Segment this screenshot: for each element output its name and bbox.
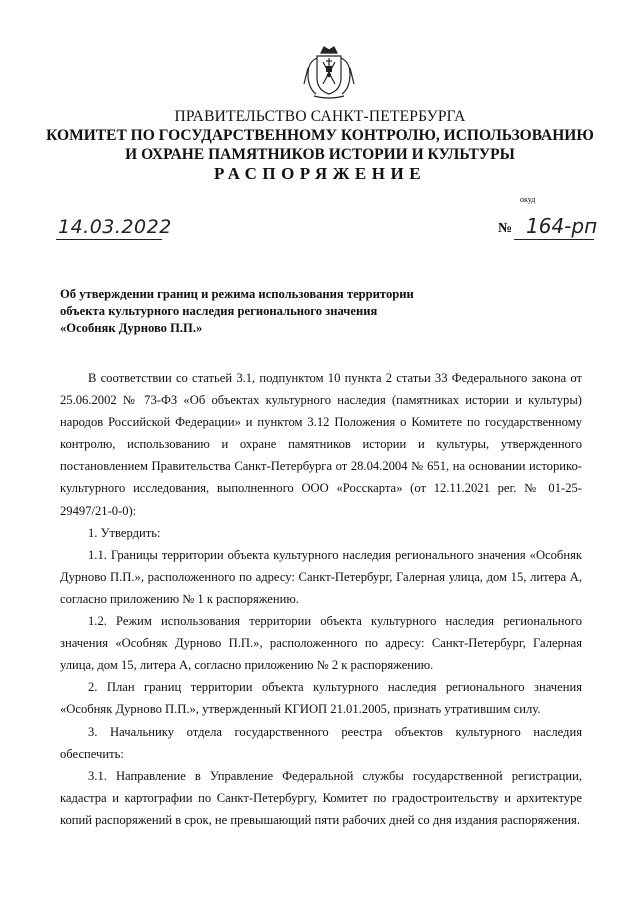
committee-name-line1: КОМИТЕТ ПО ГОСУДАРСТВЕННОМУ КОНТРОЛЮ, ИСПОЛЬЗОВАНИЮ <box>46 127 594 144</box>
clause-2: 2. План границ территории объекта культурного наследия регионального значения «Особняк Дурново П.П.», утвержденный КГИОП 21.01.2005, признать утратившим силу. <box>60 680 582 717</box>
document-number: 164-рп <box>526 214 598 238</box>
subject-line2: объекта культурного наследия регионального значения <box>60 304 378 318</box>
document-date: 14.03.2022 <box>58 216 172 238</box>
date-underline <box>56 239 162 240</box>
document-subject <box>60 286 480 337</box>
okud-label: окуд <box>520 195 536 204</box>
st-petersburg-coat-of-arms-icon <box>302 44 356 100</box>
government-title: ПРАВИТЕЛЬСТВО САНКТ-ПЕТЕРБУРГА <box>174 108 466 125</box>
subject-line1: Об утверждении границ и режима использования территории <box>60 287 414 301</box>
clause-3-1: 3.1. Направление в Управление Федеральной службы государственной регистрации, кадастра и картографии по Санкт-Петербургу, Комитет по градостроительству и архитектуре копий распоряжений в срок, не превышающий пяти рабочих дней со дня издания распоряжения. <box>60 768 582 827</box>
committee-name-line2: И ОХРАНЕ ПАМЯТНИКОВ ИСТОРИИ И КУЛЬТУРЫ <box>125 146 515 163</box>
document-type-title: РАСПОРЯЖЕНИЕ <box>213 164 427 183</box>
number-underline <box>514 239 594 240</box>
clause-1-1: 1.1. Границы территории объекта культурного наследия регионального значения «Особняк Дурново П.П.», расположенного по адресу: Санкт-Петербург, Галерная улица, дом 15, литера А, согласно приложению № 1 к распоряжению. <box>60 547 582 606</box>
document-body <box>60 367 582 831</box>
clause-3: 3. Начальнику отдела государственного реестра объектов культурного наследия обеспечить: <box>60 724 582 761</box>
clause-1: 1. Утвердить: <box>88 525 161 540</box>
preamble-paragraph: В соответствии со статьей 3.1, подпунктом 10 пункта 2 статьи 33 Федерального закона от 25.06.2002 № 73-ФЗ «Об объектах культурного наследия (памятниках истории и культуры) народов Российской Федерации» и пунктом 3.12 Положения о Комитете по государственному контролю, использованию и охране памятников истории и культуры, утвержденного постановлением Правительства Санкт-Петербурга от 28.04.2004 № 651, на основании историко-культурного исследования, выполненного ООО «Росскарта» (от 12.11.2021 рег. № 01-25-29497/21-0-0): <box>60 371 582 518</box>
committee-name <box>0 126 640 164</box>
clause-1-2: 1.2. Режим использования территории объекта культурного наследия регионального значения «Особняк Дурново П.П.», расположенного по адресу: Санкт-Петербург, Галерная улица, дом 15, литера А, согласно приложению № 2 к распоряжению. <box>60 614 582 673</box>
number-sign: № <box>498 221 513 236</box>
subject-line3: «Особняк Дурново П.П.» <box>60 321 203 335</box>
